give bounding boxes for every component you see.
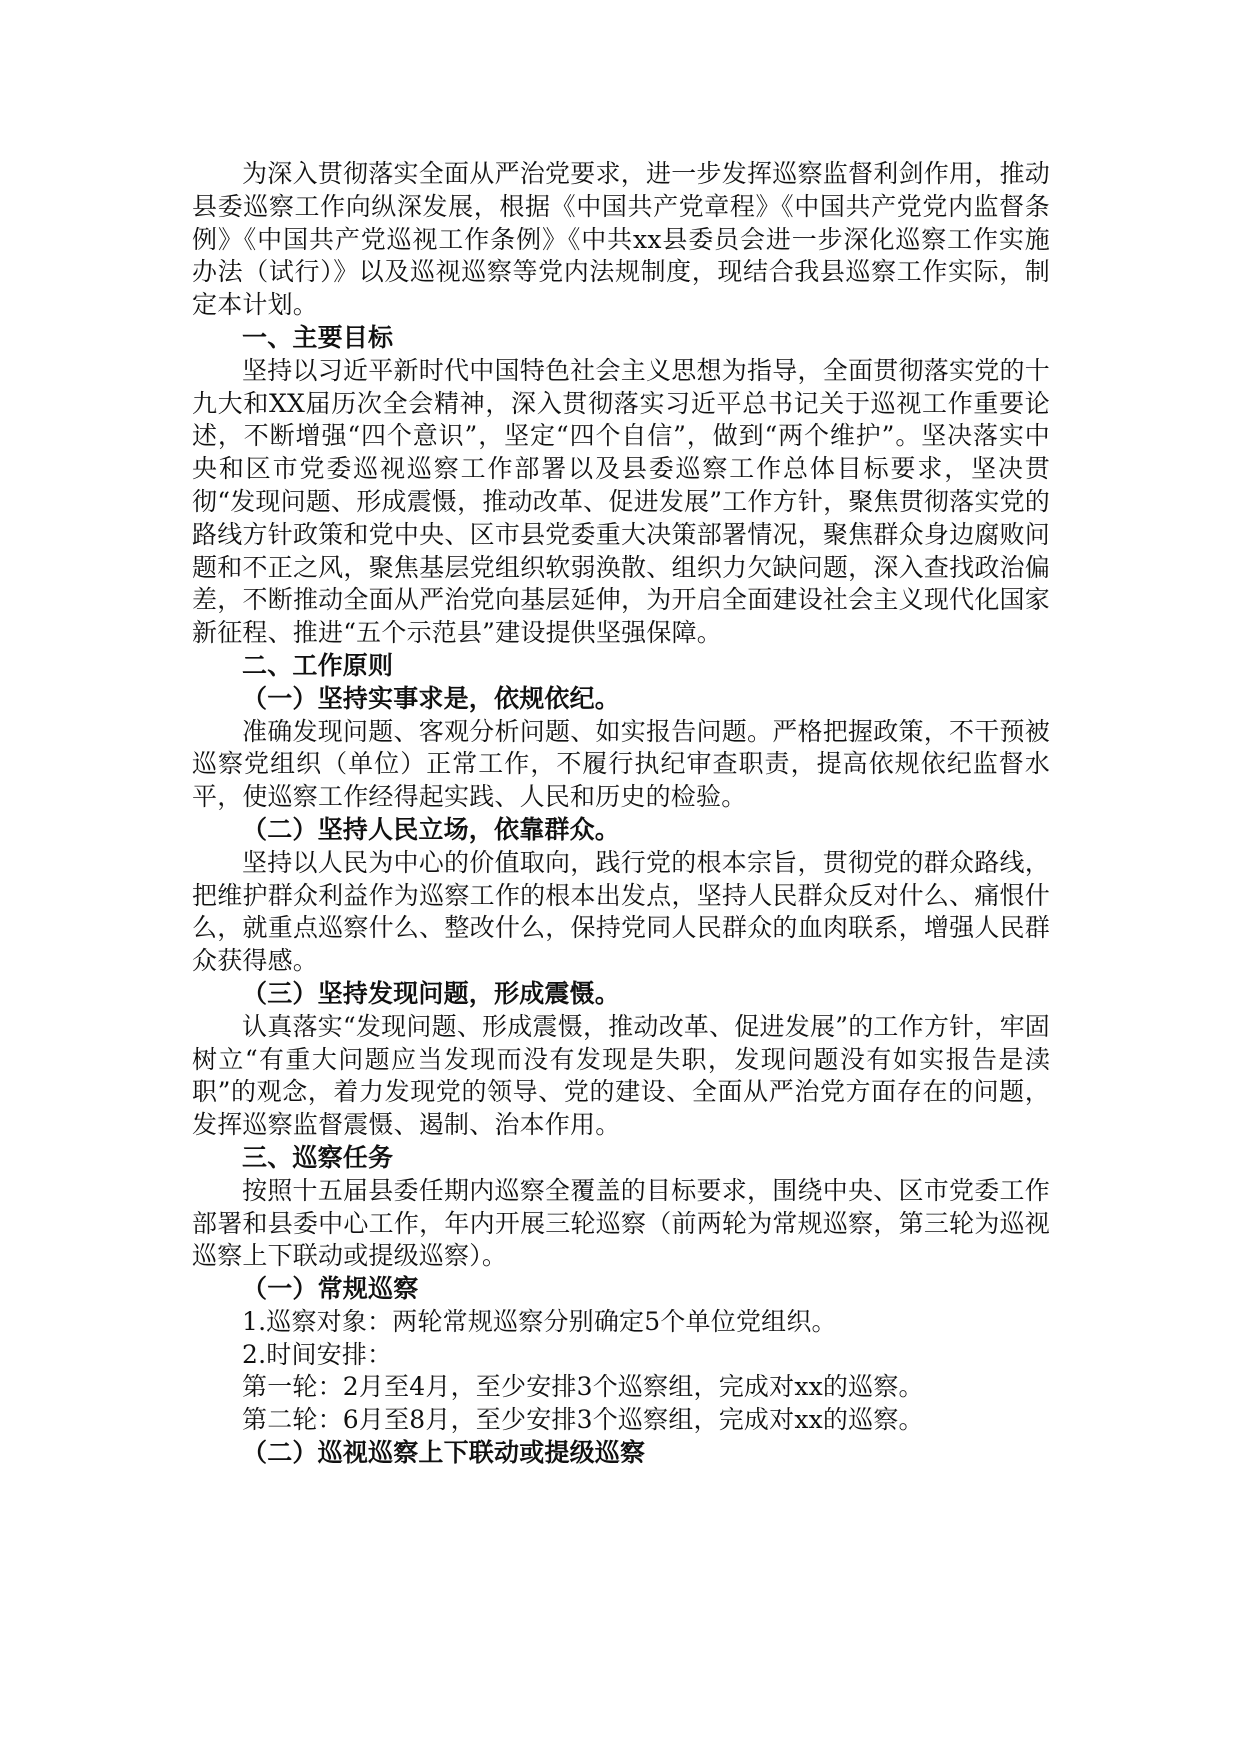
intro-paragraph: 为深入贯彻落实全面从严治党要求，进一步发挥巡察监督利剑作用，推动县委巡察工作向纵深发展，根据《中国共产党章程》《中国共产党党内监督条例》《中国共产党巡视工作条例》《中共xx县委员会进一步深化巡察工作实施办法（试行）》以及巡视巡察等党内法规制度，现结合我县巡察工作实际，制定本计划。 bbox=[192, 159, 1050, 320]
task-2-title: （二）巡视巡察上下联动或提级巡察 bbox=[242, 1438, 646, 1468]
section-title-inspection-tasks: 三、巡察任务 bbox=[242, 1142, 394, 1172]
principle-2-title: （二）坚持人民立场，依靠群众。 bbox=[242, 814, 621, 844]
section-title-main-goals: 一、主要目标 bbox=[242, 322, 394, 352]
document-page bbox=[192, 158, 1050, 1470]
task-1-round-1: 第一轮：2月至4月，至少安排3个巡察组，完成对xx的巡察。 bbox=[242, 1372, 924, 1402]
principle-2-paragraph: 坚持以人民为中心的价值取向，践行党的根本宗旨，贯彻党的群众路线，把维护群众利益作为巡察工作的根本出发点，坚持人民群众反对什么、痛恨什么，就重点巡察什么、整改什么，保持党同人民群众的血肉联系，增强人民群众获得感。 bbox=[192, 847, 1050, 976]
task-1-title: （一）常规巡察 bbox=[242, 1274, 419, 1304]
task-1-item-1: 1.巡察对象：两轮常规巡察分别确定5个单位党组织。 bbox=[242, 1306, 837, 1336]
task-1-round-2: 第二轮：6月至8月，至少安排3个巡察组，完成对xx的巡察。 bbox=[242, 1405, 924, 1435]
main-goals-paragraph: 坚持以习近平新时代中国特色社会主义思想为指导，全面贯彻落实党的十九大和XX届历次全会精神，深入贯彻落实习近平总书记关于巡视工作重要论述，不断增强“四个意识”，坚定“四个自信”，做到“两个维护”。坚决落实中央和区市党委巡视巡察工作部署以及县委巡察工作总体目标要求，坚决贯彻“发现问题、形成震慑，推动改革、促进发展”工作方针，聚焦贯彻落实党的路线方针政策和党中央、区市县党委重大决策部署情况，聚焦群众身边腐败问题和不正之风，聚焦基层党组织软弱涣散、组织力欠缺问题，深入查找政治偏差，不断推动全面从严治党向基层延伸，为开启全面建设社会主义现代化国家新征程、推进“五个示范县”建设提供坚强保障。 bbox=[192, 355, 1050, 648]
principle-3-title: （三）坚持发现问题，形成震慑。 bbox=[242, 978, 621, 1008]
task-1-item-2: 2.时间安排： bbox=[242, 1339, 393, 1369]
inspection-tasks-paragraph: 按照十五届县委任期内巡察全覆盖的目标要求，围绕中央、区市党委工作部署和县委中心工作，年内开展三轮巡察（前两轮为常规巡察，第三轮为巡视巡察上下联动或提级巡察）。 bbox=[192, 1175, 1050, 1271]
principle-1-paragraph: 准确发现问题、客观分析问题、如实报告问题。严格把握政策，不干预被巡察党组织（单位）正常工作，不履行执纪审查职责，提高依规依纪监督水平，使巡察工作经得起实践、人民和历史的检验。 bbox=[192, 716, 1050, 812]
principle-1-title: （一）坚持实事求是，依规依纪。 bbox=[242, 683, 621, 713]
section-title-work-principles: 二、工作原则 bbox=[242, 650, 394, 680]
principle-3-paragraph: 认真落实“发现问题、形成震慑，推动改革、促进发展”的工作方针，牢固树立“有重大问题应当发现而没有发现是失职，发现问题没有如实报告是渎职”的观念，着力发现党的领导、党的建设、全面从严治党方面存在的问题，发挥巡察监督震慑、遏制、治本作用。 bbox=[192, 1011, 1050, 1140]
